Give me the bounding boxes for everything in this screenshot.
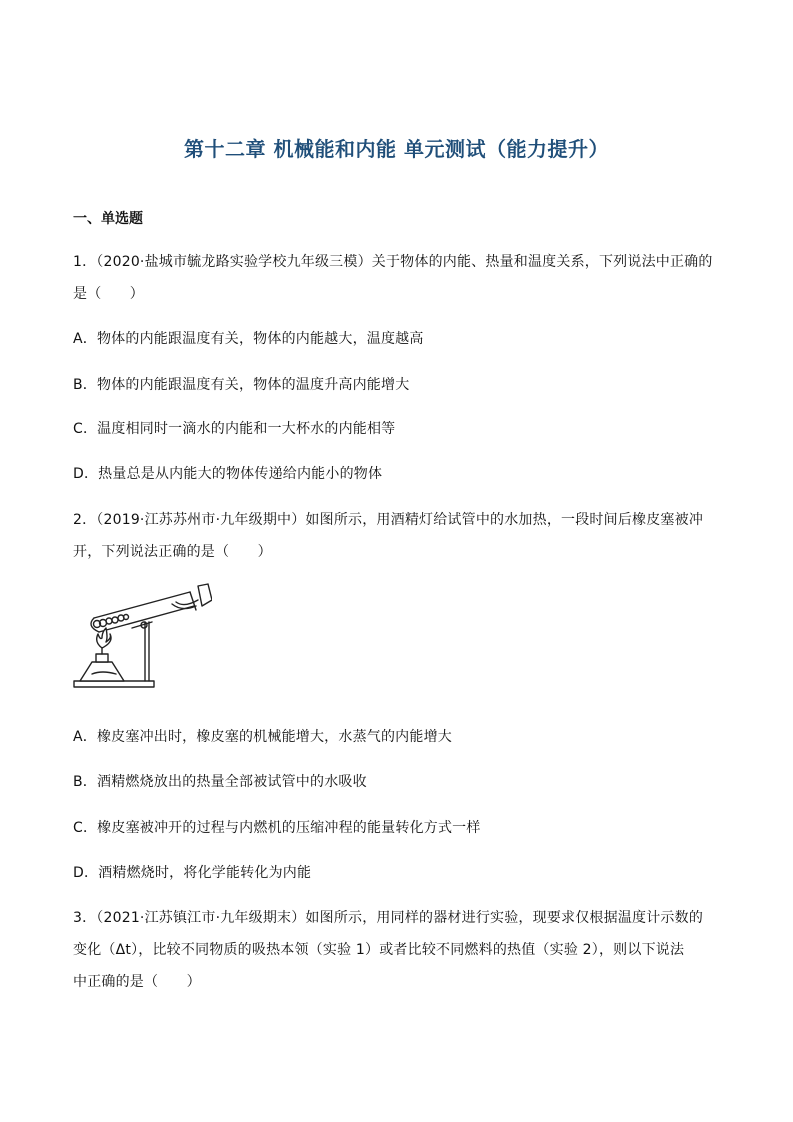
question-1-stem-line-1: 1．（2020·盐城市毓龙路实验学校九年级三模）关于物体的内能、热量和温度关系，下列说法中正确的: [73, 254, 713, 270]
question-3-stem-line-2: 变化（Δt），比较不同物质的吸热本领（实验 1）或者比较不同燃料的热值（实验 2），则以下说法: [73, 942, 685, 958]
question-1-option-b: B．物体的内能跟温度有关，物体的温度升高内能增大: [73, 377, 410, 393]
question-2-option-b: B．酒精燃烧放出的热量全部被试管中的水吸收: [73, 774, 367, 790]
question-3-stem-line-1: 3．（2021·江苏镇江市·九年级期末）如图所示，用同样的器材进行实验，现要求仅根据温度计示数的: [73, 910, 704, 926]
question-1-stem-line-2: 是（ ）: [73, 286, 144, 302]
question-2-stem-line-2: 开，下列说法正确的是（ ）: [73, 544, 272, 560]
question-1-option-c: C．温度相同时一滴水的内能和一大杯水的内能相等: [73, 421, 396, 437]
question-2-option-c: C．橡皮塞被冲开的过程与内燃机的压缩冲程的能量转化方式一样: [73, 820, 481, 836]
section-heading: 一、单选题: [73, 211, 143, 227]
question-2-option-d: D．酒精燃烧时，将化学能转化为内能: [73, 865, 312, 881]
question-3-stem-line-3: 中正确的是（ ）: [73, 974, 201, 990]
question-1-option-d: D．热量总是从内能大的物体传递给内能小的物体: [73, 466, 383, 482]
test-tube-heating-diagram: [72, 582, 212, 694]
question-1-option-a: A．物体的内能跟温度有关，物体的内能越大，温度越高: [73, 331, 424, 347]
page-title: 第十二章 机械能和内能 单元测试（能力提升）: [184, 137, 609, 161]
question-2-option-a: A．橡皮塞冲出时，橡皮塞的机械能增大，水蒸气的内能增大: [73, 729, 452, 745]
question-2-stem-line-1: 2．（2019·江苏苏州市·九年级期中）如图所示，用酒精灯给试管中的水加热，一段时间后橡皮塞被冲: [73, 512, 704, 528]
